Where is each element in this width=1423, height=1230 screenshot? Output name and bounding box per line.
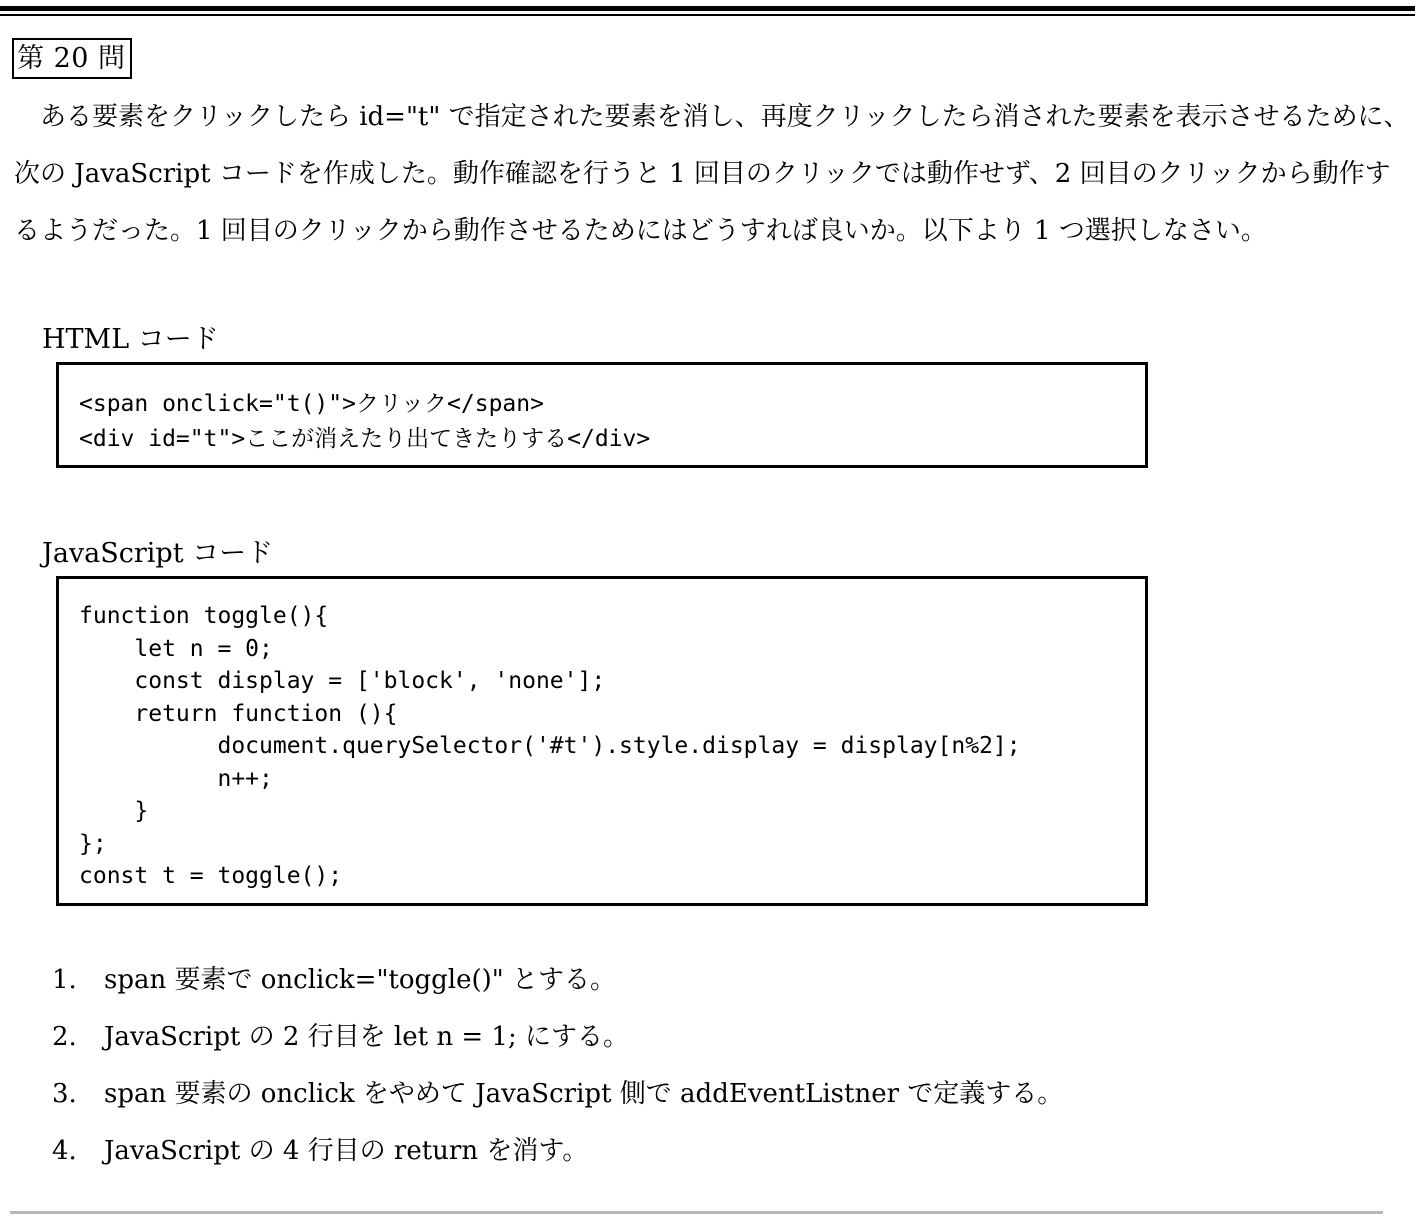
option-text: span 要素の onclick をやめて JavaScript 側で addEventListner で定義する。	[104, 1079, 1064, 1109]
code-line: return function (){	[79, 701, 398, 727]
question-text-line: ある要素をクリックしたら id="t" で指定された要素を消し、再度クリックしたら消された要素を表示させるために、	[14, 102, 1410, 132]
option-text: JavaScript の 4 行目の return を消す。	[104, 1136, 589, 1166]
code-line: function toggle(){	[79, 603, 329, 629]
question-text-line: るようだった。1 回目のクリックから動作させるためにはどうすれば良いか。以下より 1 つ選択しなさい。	[14, 216, 1267, 246]
option-number: 1.	[52, 965, 77, 995]
code-line: const display = ['block', 'none'];	[79, 668, 606, 694]
answer-option-1[interactable]	[52, 963, 616, 997]
code-line: };	[79, 831, 107, 857]
html-code-heading: HTML コード	[42, 324, 219, 355]
answer-option-2[interactable]	[52, 1020, 629, 1054]
answer-option-4[interactable]	[52, 1134, 588, 1168]
code-line: <div id="t">ここが消えたり出てきたりする</div>	[79, 426, 651, 452]
code-line: document.querySelector('#t').style.display = display[n%2];	[79, 733, 1021, 759]
option-number: 2.	[52, 1022, 77, 1052]
js-code-box	[56, 576, 1148, 906]
code-line: const t = toggle();	[79, 863, 343, 889]
js-code-heading: JavaScript コード	[42, 538, 274, 569]
answer-option-3[interactable]	[52, 1077, 1063, 1111]
question-number-label: 第 20 問	[12, 38, 132, 79]
code-line: let n = 0;	[79, 636, 273, 662]
top-rule	[0, 6, 1415, 11]
question-text-line: 次の JavaScript コードを作成した。動作確認を行うと 1 回目のクリックでは動作せず、2 回目のクリックから動作す	[14, 159, 1391, 189]
html-code-box	[56, 362, 1148, 468]
code-line: <span onclick="t()">クリック</span>	[79, 391, 544, 417]
top-rule-thin	[0, 14, 1415, 16]
option-number: 4.	[52, 1136, 77, 1166]
code-line: }	[79, 798, 149, 824]
option-text: JavaScript の 2 行目を let n = 1; にする。	[104, 1022, 629, 1052]
option-text: span 要素で onclick="toggle()" とする。	[104, 965, 617, 995]
bottom-rule	[10, 1211, 1383, 1214]
code-line: n++;	[79, 766, 273, 792]
option-number: 3.	[52, 1079, 77, 1109]
